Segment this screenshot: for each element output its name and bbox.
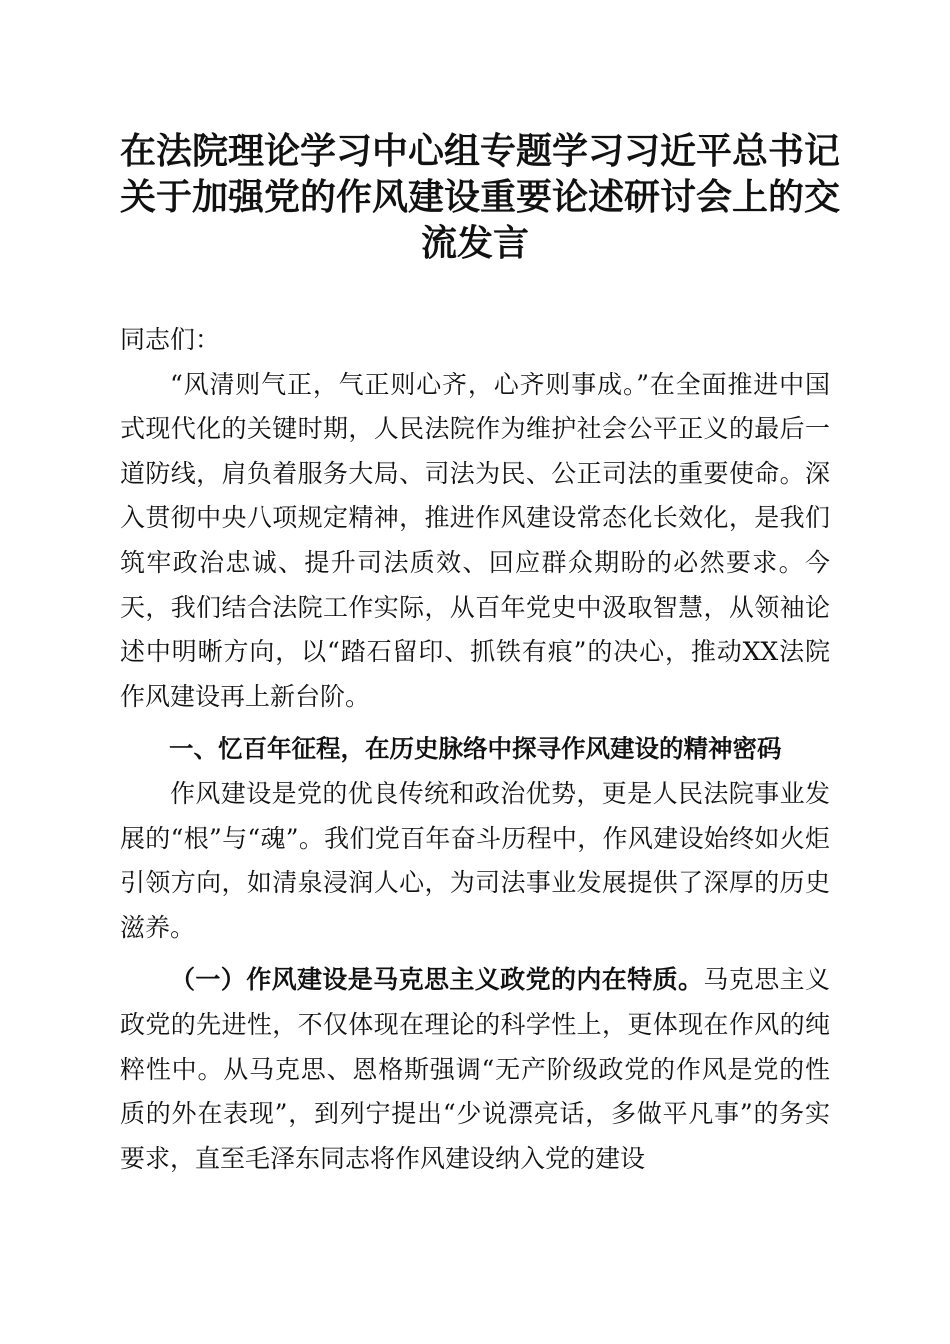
subsection-paragraph xyxy=(120,958,830,1181)
title-line-1: 在法院理论学习中心组专题学习习近平总书记 xyxy=(120,130,841,172)
subsection-text: 马克思主义政党的先进性，不仅体现在理论的科学性上，更体现在作风的纯粹性中。从马克思、恩格斯强调“无产阶级政党的作风是党的性质的外在表现”，到列宁提出“少说漂亮话，多做平凡事”的务实要求，直至毛泽东同志将作风建设纳入党的建设 xyxy=(120,965,830,1173)
section-heading: 一、忆百年征程，在历史脉络中探寻作风建设的精神密码 xyxy=(169,734,782,764)
section-paragraph: 作风建设是党的优良传统和政治优势，更是人民法院事业发展的“根”与“魂”。我们党百年奋斗历程中，作风建设始终如火炬引领方向，如清泉浸润人心，为司法事业发展提供了深厚的历史滋养。 xyxy=(120,778,830,942)
salutation: 同志们： xyxy=(120,325,221,354)
title-line-2: 关于加强党的作风建设重要论述研讨会上的交 xyxy=(120,176,841,218)
subsection-lead: （一）作风建设是马克思主义政党的内在特质。 xyxy=(170,965,704,995)
document-title xyxy=(120,128,841,266)
title-line-3: 流发言 xyxy=(420,222,529,264)
intro-paragraph: “风清则气正，气正则心齐，心齐则事成。”在全面推进中国式现代化的关键时期，人民法院作为维护社会公平正义的最后一道防线，肩负着服务大局、司法为民、公正司法的重要使命。深入贯彻中央八项规定精神，推进作风建设常态化长效化，是我们筑牢政治忠诚、提升司法质效、回应群众期盼的必然要求。今天，我们结合法院工作实际，从百年党史中汲取智慧，从领袖论述中明晰方向，以“踏石留印、抓铁有痕”的决心，推动XX法院作风建设再上新台阶。 xyxy=(120,369,830,711)
document-page xyxy=(120,128,841,1181)
